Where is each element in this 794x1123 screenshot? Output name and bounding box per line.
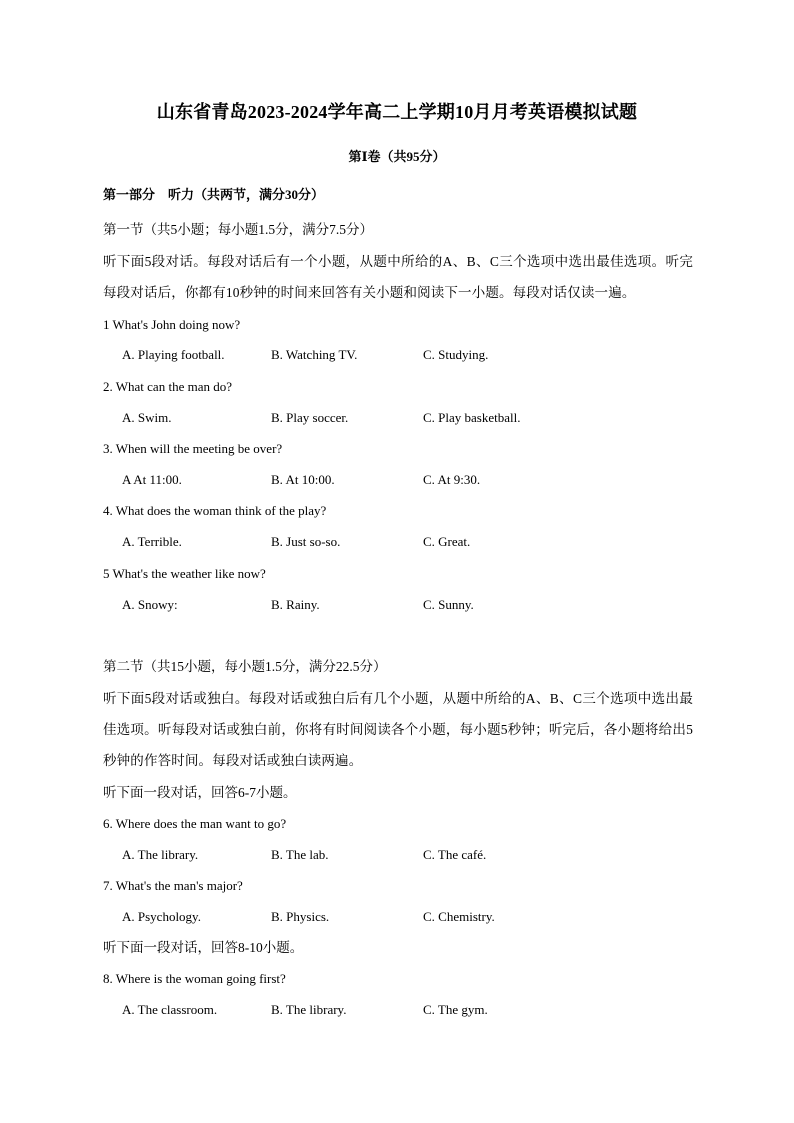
q2-option-a: A. Swim.: [122, 410, 172, 425]
q1-option-a: A. Playing football.: [122, 347, 225, 362]
question-1: 1 What's John doing now?: [103, 317, 241, 332]
section2-instructions: 听下面5段对话或独白。每段对话或独白后有几个小题，从题中所给的A、B、C三个选项中选出最佳选项。听每段对话或独白前，你将有时间阅读各个小题，每小题5秒钟；听完后，各小题将给出5秒钟的作答时间。每段对话或独白读两遍。: [103, 691, 693, 768]
group2-prompt: 听下面一段对话，回答8-10小题。: [103, 940, 304, 955]
question-3: 3. When will the meeting be over?: [103, 441, 283, 456]
q3-option-b: B. At 10:00.: [271, 472, 335, 487]
volume-subtitle: 第Ⅰ卷（共95分）: [348, 149, 446, 164]
q4-option-a: A. Terrible.: [122, 534, 182, 549]
q8-option-a: A. The classroom.: [122, 1002, 218, 1017]
group1-prompt: 听下面一段对话，回答6-7小题。: [103, 785, 297, 800]
q7-option-c: C. Chemistry.: [423, 909, 495, 924]
q3-option-c: C. At 9:30.: [423, 472, 481, 487]
q8-option-c: C. The gym.: [423, 1002, 488, 1017]
q4-option-c: C. Great.: [423, 534, 471, 549]
q2-option-b: B. Play soccer.: [271, 410, 349, 425]
q3-option-a: A At 11:00.: [122, 472, 182, 487]
part1-heading: 第一部分 听力（共两节，满分30分）: [103, 187, 325, 202]
q5-option-c: C. Sunny.: [423, 597, 474, 612]
q5-option-a: A. Snowy:: [122, 597, 178, 612]
q1-option-b: B. Watching TV.: [271, 347, 358, 362]
question-8: 8. Where is the woman going first?: [103, 971, 286, 986]
q6-option-b: B. The lab.: [271, 847, 329, 862]
section1-instructions: 听下面5段对话。每段对话后有一个小题，从题中所给的A、B、C三个选项中选出最佳选项。听完每段对话后，你都有10秒钟的时间来回答有关小题和阅读下一小题。每段对话仅读一遍。: [103, 254, 693, 300]
q4-option-b: B. Just so-so.: [271, 534, 341, 549]
q7-option-b: B. Physics.: [271, 909, 330, 924]
q2-option-c: C. Play basketball.: [423, 410, 521, 425]
question-4: 4. What does the woman think of the play?: [103, 503, 327, 518]
q1-option-c: C. Studying.: [423, 347, 489, 362]
q6-option-a: A. The library.: [122, 847, 199, 862]
section1-heading: 第一节（共5小题；每小题1.5分，满分7.5分）: [103, 222, 373, 237]
q8-option-b: B. The library.: [271, 1002, 347, 1017]
q7-option-a: A. Psychology.: [122, 909, 201, 924]
question-2: 2. What can the man do?: [103, 379, 232, 394]
question-5: 5 What's the weather like now?: [103, 566, 266, 581]
section2-heading: 第二节（共15小题，每小题1.5分，满分22.5分）: [103, 659, 387, 674]
question-6: 6. Where does the man want to go?: [103, 816, 287, 831]
q5-option-b: B. Rainy.: [271, 597, 320, 612]
q6-option-c: C. The café.: [423, 847, 487, 862]
question-7: 7. What's the man's major?: [103, 878, 243, 893]
exam-title: 山东省青岛2023-2024学年高二上学期10月月考英语模拟试题: [156, 102, 638, 122]
